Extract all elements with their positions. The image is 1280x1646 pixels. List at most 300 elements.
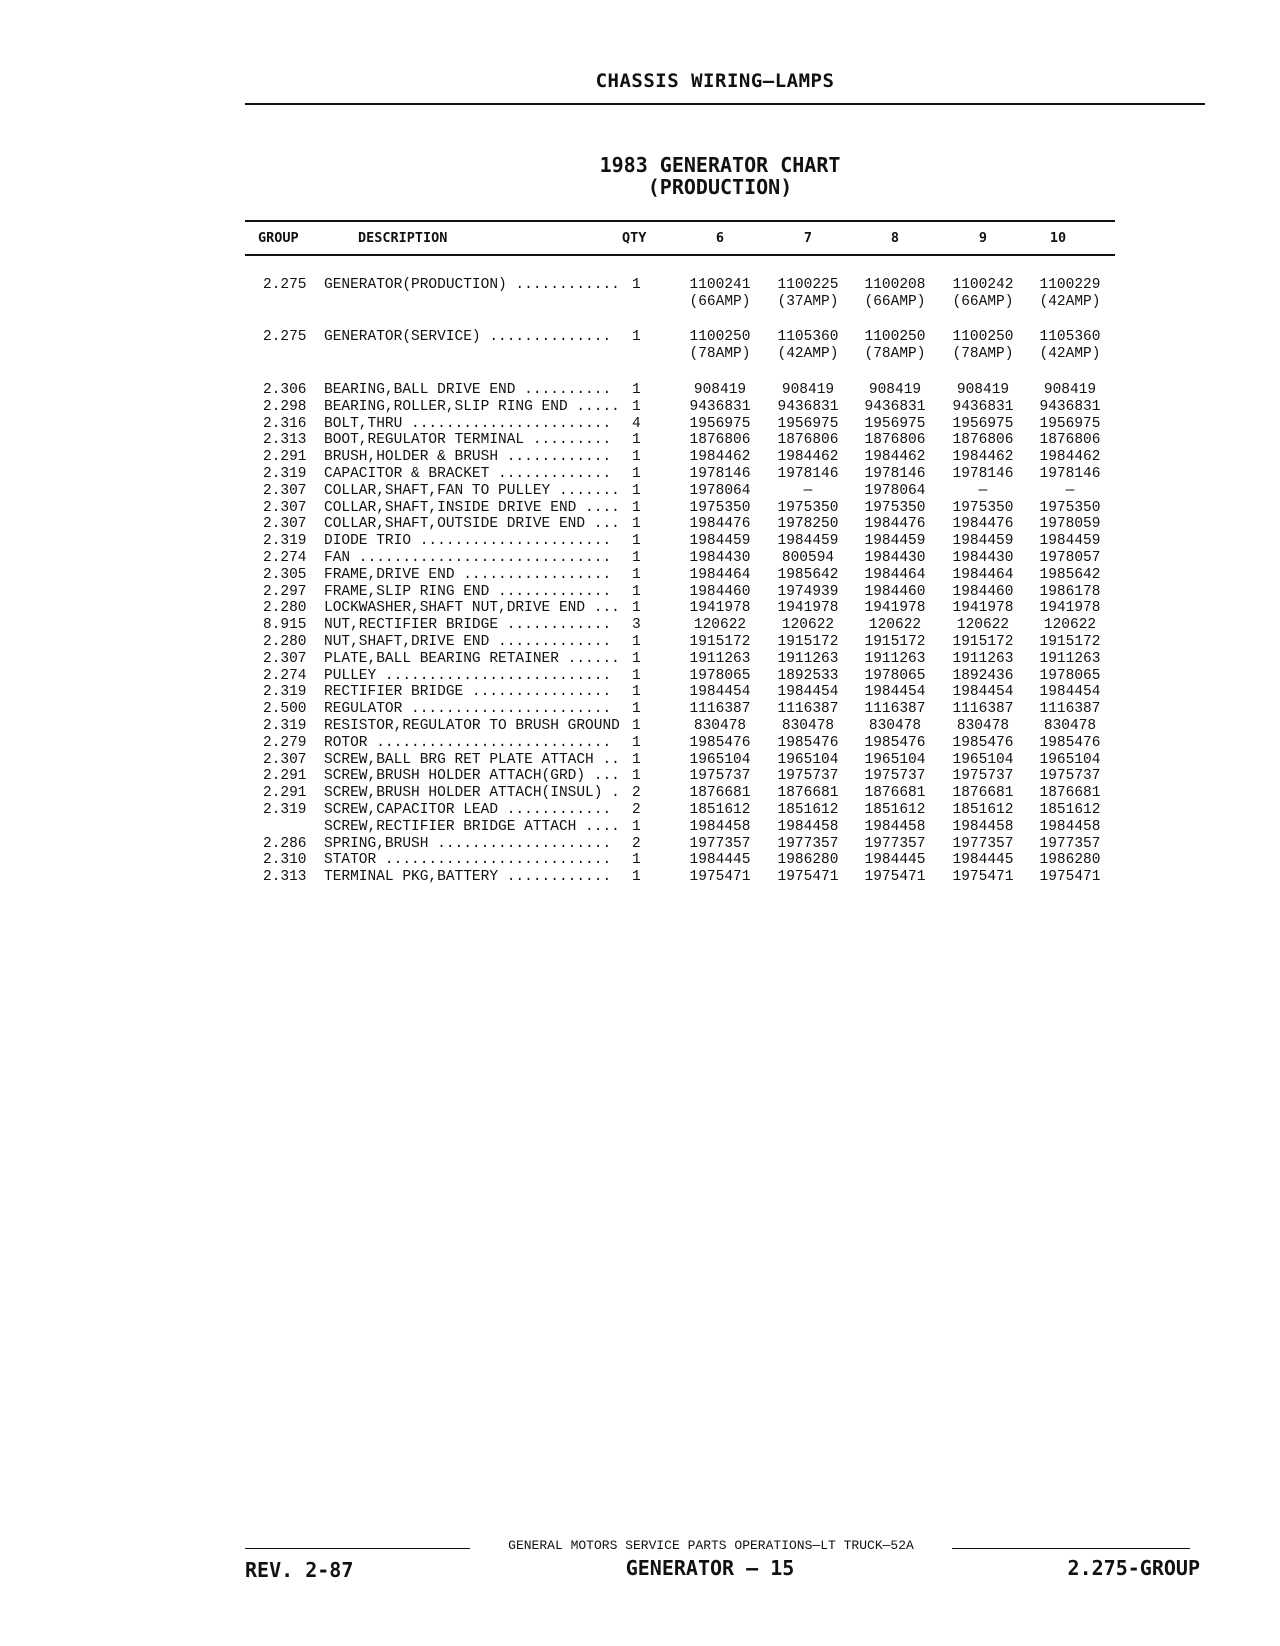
- table-row: [0, 752, 1280, 769]
- part-number-cell: 1984458: [952, 818, 1014, 835]
- group-cell: 2.319: [263, 533, 307, 550]
- part-number-cell: 1984445: [952, 852, 1014, 869]
- part-number-cell: 1876806: [1039, 432, 1101, 449]
- group-cell: 2.297: [263, 583, 307, 600]
- amp-rating-cell: (66AMP): [864, 294, 926, 310]
- table-row: [0, 516, 1280, 533]
- table-row: [0, 735, 1280, 752]
- part-number-cell: 1965104: [777, 751, 839, 768]
- part-number-cell: 830478: [956, 717, 1010, 734]
- part-number-cell: 1978146: [777, 465, 839, 482]
- description-cell: PLATE,BALL BEARING RETAINER ......: [324, 650, 620, 667]
- part-number-cell: —: [978, 482, 988, 499]
- qty-cell: 1: [632, 701, 641, 718]
- part-number-cell: 1984458: [689, 818, 751, 835]
- part-number-cell: 1851612: [952, 801, 1014, 818]
- part-number-cell: 1984460: [864, 583, 926, 600]
- table-row: [0, 852, 1280, 869]
- part-number-cell: 1876806: [777, 432, 839, 449]
- group-cell: 2.310: [263, 852, 307, 869]
- group-cell: 2.307: [263, 482, 307, 499]
- group-cell: 2.274: [263, 549, 307, 566]
- group-cell: 2.274: [263, 667, 307, 684]
- qty-cell: 1: [632, 465, 641, 482]
- part-number-cell: 1984476: [689, 516, 751, 533]
- part-number-cell: 1105360: [1039, 329, 1101, 345]
- part-number-cell: 1984462: [864, 449, 926, 466]
- part-number-cell: 1965104: [864, 751, 926, 768]
- footer-rule-right: [952, 1548, 1190, 1549]
- table-row: [0, 466, 1280, 483]
- table-row: [0, 617, 1280, 634]
- table-row: [0, 785, 1280, 802]
- part-number-cell: 1985642: [777, 566, 839, 583]
- qty-cell: 1: [632, 432, 641, 449]
- part-number-cell: 120622: [868, 617, 922, 634]
- part-number-cell: 1915172: [1039, 633, 1101, 650]
- amp-rating-cell: (42AMP): [1039, 294, 1101, 310]
- description-cell: RECTIFIER BRIDGE ................: [324, 684, 612, 701]
- part-number-cell: 1975471: [1039, 869, 1101, 886]
- footer-group: 2.275-GROUP: [1067, 1556, 1200, 1580]
- qty-cell: 1: [632, 734, 641, 751]
- group-cell: 2.313: [263, 869, 307, 886]
- part-number-cell: 830478: [1043, 717, 1097, 734]
- description-cell: TERMINAL PKG,BATTERY ............: [324, 869, 612, 886]
- table-row: [0, 449, 1280, 466]
- part-number-cell: 1978064: [864, 482, 926, 499]
- group-cell: 2.319: [263, 465, 307, 482]
- part-number-cell: 1985476: [1039, 734, 1101, 751]
- group-cell: 2.286: [263, 835, 307, 852]
- part-number-cell: 1941978: [777, 600, 839, 617]
- chart-title-line1: 1983 GENERATOR CHART: [599, 153, 841, 177]
- part-number-cell: 1978146: [1039, 465, 1101, 482]
- part-number-cell: 1975350: [952, 499, 1014, 516]
- part-number-cell: 830478: [868, 717, 922, 734]
- part-number-cell: 908419: [693, 382, 747, 398]
- part-number-cell: 1975737: [864, 768, 926, 785]
- qty-cell: 1: [632, 277, 641, 293]
- qty-cell: 1: [632, 549, 641, 566]
- qty-cell: 1: [632, 751, 641, 768]
- table-row: [0, 399, 1280, 416]
- description-cell: ROTOR ...........................: [324, 734, 612, 751]
- qty-cell: 1: [632, 329, 641, 345]
- part-number-cell: 1984445: [864, 852, 926, 869]
- part-number-cell: 1941978: [1039, 600, 1101, 617]
- table-row: [0, 550, 1280, 567]
- qty-cell: 3: [632, 617, 641, 634]
- qty-cell: 1: [632, 516, 641, 533]
- part-number-cell: 1911263: [864, 650, 926, 667]
- part-number-cell: 120622: [956, 617, 1010, 634]
- group-cell: 2.319: [263, 717, 307, 734]
- group-cell: 8.915: [263, 617, 307, 634]
- qty-cell: 1: [632, 633, 641, 650]
- qty-cell: 1: [632, 650, 641, 667]
- group-cell: 2.316: [263, 415, 307, 432]
- part-number-cell: 1977357: [952, 835, 1014, 852]
- description-cell: PULLEY ..........................: [324, 667, 612, 684]
- part-number-cell: 1984459: [689, 533, 751, 550]
- part-number-cell: 1116387: [1039, 701, 1101, 718]
- part-number-cell: 1851612: [1039, 801, 1101, 818]
- table-row: [0, 483, 1280, 500]
- part-number-cell: 1915172: [864, 633, 926, 650]
- part-number-cell: 1851612: [689, 801, 751, 818]
- table-row: [0, 768, 1280, 785]
- group-cell: 2.313: [263, 432, 307, 449]
- part-number-cell: 1974939: [777, 583, 839, 600]
- part-number-cell: 1984476: [952, 516, 1014, 533]
- qty-cell: 1: [632, 717, 641, 734]
- part-number-cell: 1984462: [952, 449, 1014, 466]
- part-number-cell: 1978146: [689, 465, 751, 482]
- part-number-cell: 1975471: [864, 869, 926, 886]
- group-cell: 2.298: [263, 398, 307, 415]
- generator-row-production: [0, 277, 1280, 313]
- qty-cell: 2: [632, 801, 641, 818]
- part-number-cell: 9436831: [864, 398, 926, 415]
- part-number-cell: 1915172: [952, 633, 1014, 650]
- part-number-cell: 1984458: [864, 818, 926, 835]
- table-row: [0, 432, 1280, 449]
- part-number-cell: 908419: [1043, 382, 1097, 398]
- part-number-cell: 1986280: [1039, 852, 1101, 869]
- description-cell: NUT,SHAFT,DRIVE END .............: [324, 633, 612, 650]
- group-cell: 2.291: [263, 785, 307, 802]
- part-number-cell: 1975737: [777, 768, 839, 785]
- part-number-cell: 9436831: [689, 398, 751, 415]
- amp-rating-cell: (78AMP): [864, 346, 926, 362]
- qty-cell: 1: [632, 600, 641, 617]
- part-number-cell: 1965104: [952, 751, 1014, 768]
- qty-cell: 1: [632, 684, 641, 701]
- chart-title: [520, 154, 920, 198]
- footer-page-number: GENERATOR — 15: [625, 1556, 795, 1580]
- description-cell: GENERATOR(PRODUCTION) ............: [324, 277, 620, 293]
- table-rule-header-bottom: [245, 254, 1115, 256]
- description-cell: BOOT,REGULATOR TERMINAL .........: [324, 432, 612, 449]
- table-row: [0, 382, 1280, 399]
- description-cell: SCREW,BRUSH HOLDER ATTACH(INSUL) .: [324, 785, 620, 802]
- part-number-cell: 1985476: [864, 734, 926, 751]
- part-number-cell: 1876681: [1039, 785, 1101, 802]
- group-cell: 2.319: [263, 684, 307, 701]
- part-number-cell: 1851612: [864, 801, 926, 818]
- part-number-cell: 1876806: [689, 432, 751, 449]
- description-cell: SPRING,BRUSH ....................: [324, 835, 612, 852]
- qty-cell: 1: [632, 398, 641, 415]
- group-cell: 2.275: [263, 329, 307, 345]
- part-number-cell: 1116387: [777, 701, 839, 718]
- part-number-cell: 1116387: [952, 701, 1014, 718]
- part-number-cell: 1978065: [689, 667, 751, 684]
- table-row: [0, 668, 1280, 685]
- part-number-cell: 1941978: [689, 600, 751, 617]
- qty-cell: 1: [632, 499, 641, 516]
- part-number-cell: 1985476: [689, 734, 751, 751]
- part-number-cell: 1915172: [689, 633, 751, 650]
- part-number-cell: 1876806: [952, 432, 1014, 449]
- col-head-8: 8: [890, 230, 900, 246]
- qty-cell: 1: [632, 566, 641, 583]
- part-number-cell: 1100208: [864, 277, 926, 293]
- col-head-qty: QTY: [622, 230, 647, 246]
- qty-cell: 2: [632, 835, 641, 852]
- part-number-cell: 1984430: [952, 549, 1014, 566]
- footer-rule-left: [245, 1548, 470, 1549]
- part-number-cell: 1956975: [777, 415, 839, 432]
- part-number-cell: 1984454: [689, 684, 751, 701]
- amp-rating-cell: (66AMP): [689, 294, 751, 310]
- part-number-cell: 1892533: [777, 667, 839, 684]
- part-number-cell: 1876681: [952, 785, 1014, 802]
- part-number-cell: 1100225: [777, 277, 839, 293]
- part-number-cell: 1984458: [777, 818, 839, 835]
- part-number-cell: 830478: [781, 717, 835, 734]
- table-row: [0, 684, 1280, 701]
- group-cell: 2.291: [263, 768, 307, 785]
- part-number-cell: 1956975: [952, 415, 1014, 432]
- part-number-cell: 1941978: [864, 600, 926, 617]
- table-row: [0, 869, 1280, 886]
- part-number-cell: 1965104: [689, 751, 751, 768]
- part-number-cell: 1984454: [864, 684, 926, 701]
- group-cell: 2.307: [263, 650, 307, 667]
- part-number-cell: 1100241: [689, 277, 751, 293]
- table-row: [0, 567, 1280, 584]
- group-cell: 2.319: [263, 801, 307, 818]
- part-number-cell: 1975471: [689, 869, 751, 886]
- part-number-cell: 1911263: [777, 650, 839, 667]
- part-number-cell: 1984430: [864, 549, 926, 566]
- part-number-cell: 1978250: [777, 516, 839, 533]
- part-number-cell: 1984462: [689, 449, 751, 466]
- group-cell: 2.305: [263, 566, 307, 583]
- part-number-cell: 1984476: [864, 516, 926, 533]
- group-cell: 2.307: [263, 516, 307, 533]
- qty-cell: 1: [632, 533, 641, 550]
- part-number-cell: 1915172: [777, 633, 839, 650]
- description-cell: SCREW,CAPACITOR LEAD ............: [324, 801, 612, 818]
- table-row: [0, 651, 1280, 668]
- part-number-cell: 1941978: [952, 600, 1014, 617]
- description-cell: BOLT,THRU .......................: [324, 415, 612, 432]
- table-row: [0, 533, 1280, 550]
- part-number-cell: 830478: [693, 717, 747, 734]
- footer-publisher: GENERAL MOTORS SERVICE PARTS OPERATIONS—LT TRUCK—52A: [508, 1538, 914, 1553]
- part-number-cell: 1978146: [864, 465, 926, 482]
- part-number-cell: 1986280: [777, 852, 839, 869]
- part-number-cell: 1978065: [864, 667, 926, 684]
- col-head-7: 7: [803, 230, 813, 246]
- description-cell: BRUSH,HOLDER & BRUSH ............: [324, 449, 612, 466]
- description-cell: RESISTOR,REGULATOR TO BRUSH GROUND: [324, 717, 620, 734]
- part-number-cell: 1978065: [1039, 667, 1101, 684]
- part-number-cell: 1975350: [1039, 499, 1101, 516]
- part-number-cell: 1984462: [1039, 449, 1101, 466]
- part-number-cell: 1978059: [1039, 516, 1101, 533]
- group-cell: 2.306: [263, 382, 307, 398]
- table-row: [0, 600, 1280, 617]
- table-row: [0, 584, 1280, 601]
- part-number-cell: 1984460: [952, 583, 1014, 600]
- part-number-cell: 1984464: [689, 566, 751, 583]
- part-number-cell: 1956975: [1039, 415, 1101, 432]
- table-row: [0, 701, 1280, 718]
- table-row: [0, 416, 1280, 433]
- description-cell: BEARING,ROLLER,SLIP RING END .....: [324, 398, 620, 415]
- col-head-group: GROUP: [258, 230, 299, 246]
- part-number-cell: 1100250: [689, 329, 751, 345]
- part-number-cell: 908419: [781, 382, 835, 398]
- part-number-cell: 1100250: [952, 329, 1014, 345]
- table-rule-top: [245, 220, 1115, 222]
- description-cell: SCREW,BALL BRG RET PLATE ATTACH ..: [324, 751, 620, 768]
- part-number-cell: 1986178: [1039, 583, 1101, 600]
- part-number-cell: 1975350: [777, 499, 839, 516]
- part-number-cell: —: [803, 482, 813, 499]
- table-row: [0, 836, 1280, 853]
- group-cell: 2.279: [263, 734, 307, 751]
- part-number-cell: 1975350: [864, 499, 926, 516]
- group-cell: 2.291: [263, 449, 307, 466]
- part-number-cell: 1911263: [1039, 650, 1101, 667]
- col-head-9: 9: [978, 230, 988, 246]
- part-number-cell: 1851612: [777, 801, 839, 818]
- part-number-cell: 1984458: [1039, 818, 1101, 835]
- part-number-cell: 1876681: [689, 785, 751, 802]
- part-number-cell: 1965104: [1039, 751, 1101, 768]
- description-cell: STATOR ..........................: [324, 852, 612, 869]
- part-number-cell: 1975471: [952, 869, 1014, 886]
- part-number-cell: 1876681: [777, 785, 839, 802]
- description-cell: NUT,RECTIFIER BRIDGE ............: [324, 617, 612, 634]
- qty-cell: 1: [632, 818, 641, 835]
- group-cell: 2.280: [263, 633, 307, 650]
- part-number-cell: 1977357: [689, 835, 751, 852]
- part-number-cell: 908419: [868, 382, 922, 398]
- footer-revision: REV. 2-87: [245, 1558, 354, 1582]
- table-row: [0, 718, 1280, 735]
- part-number-cell: 1956975: [689, 415, 751, 432]
- part-number-cell: 120622: [781, 617, 835, 634]
- table-row: [0, 802, 1280, 819]
- qty-cell: 1: [632, 869, 641, 886]
- description-cell: LOCKWASHER,SHAFT NUT,DRIVE END ...: [324, 600, 620, 617]
- description-cell: BEARING,BALL DRIVE END ..........: [324, 382, 612, 398]
- part-number-cell: 1956975: [864, 415, 926, 432]
- generator-row-service: [0, 329, 1280, 365]
- part-number-cell: 1978057: [1039, 549, 1101, 566]
- part-number-cell: 120622: [1043, 617, 1097, 634]
- qty-cell: 2: [632, 785, 641, 802]
- description-cell: FRAME,SLIP RING END .............: [324, 583, 612, 600]
- description-cell: CAPACITOR & BRACKET .............: [324, 465, 612, 482]
- amp-rating-cell: (42AMP): [777, 346, 839, 362]
- part-number-cell: 1911263: [689, 650, 751, 667]
- group-cell: 2.280: [263, 600, 307, 617]
- part-number-cell: 800594: [781, 549, 835, 566]
- group-cell: 2.275: [263, 277, 307, 293]
- parts-table-body: [0, 382, 1280, 886]
- part-number-cell: 1985476: [777, 734, 839, 751]
- part-number-cell: 1984430: [689, 549, 751, 566]
- part-number-cell: 1984454: [952, 684, 1014, 701]
- part-number-cell: 1984459: [952, 533, 1014, 550]
- part-number-cell: 120622: [693, 617, 747, 634]
- part-number-cell: 9436831: [777, 398, 839, 415]
- part-number-cell: 9436831: [952, 398, 1014, 415]
- description-cell: DIODE TRIO ......................: [324, 533, 612, 550]
- description-cell: COLLAR,SHAFT,INSIDE DRIVE END ....: [324, 499, 620, 516]
- amp-rating-cell: (42AMP): [1039, 346, 1101, 362]
- col-head-description: DESCRIPTION: [358, 230, 448, 246]
- amp-rating-cell: (66AMP): [952, 294, 1014, 310]
- chart-title-line2: (PRODUCTION): [647, 175, 793, 199]
- part-number-cell: 1911263: [952, 650, 1014, 667]
- qty-cell: 1: [632, 768, 641, 785]
- part-number-cell: 1984445: [689, 852, 751, 869]
- part-number-cell: 1984454: [1039, 684, 1101, 701]
- part-number-cell: 1984462: [777, 449, 839, 466]
- part-number-cell: 1975737: [952, 768, 1014, 785]
- description-cell: SCREW,RECTIFIER BRIDGE ATTACH ....: [324, 818, 620, 835]
- part-number-cell: 1984464: [864, 566, 926, 583]
- table-row: [0, 819, 1280, 836]
- part-number-cell: 9436831: [1039, 398, 1101, 415]
- description-cell: SCREW,BRUSH HOLDER ATTACH(GRD) ...: [324, 768, 620, 785]
- header-rule: [245, 103, 1205, 105]
- table-row: [0, 500, 1280, 517]
- qty-cell: 1: [632, 583, 641, 600]
- part-number-cell: 1100250: [864, 329, 926, 345]
- part-number-cell: —: [1065, 482, 1075, 499]
- part-number-cell: 1116387: [864, 701, 926, 718]
- description-cell: FRAME,DRIVE END .................: [324, 566, 612, 583]
- qty-cell: 1: [632, 667, 641, 684]
- group-cell: 2.500: [263, 701, 307, 718]
- col-head-10: 10: [1049, 230, 1067, 246]
- part-number-cell: 908419: [956, 382, 1010, 398]
- description-cell: COLLAR,SHAFT,OUTSIDE DRIVE END ...: [324, 516, 620, 533]
- part-number-cell: 1978146: [952, 465, 1014, 482]
- part-number-cell: 1100242: [952, 277, 1014, 293]
- part-number-cell: 1100229: [1039, 277, 1101, 293]
- part-number-cell: 1977357: [864, 835, 926, 852]
- group-cell: 2.307: [263, 499, 307, 516]
- section-title: CHASSIS WIRING—LAMPS: [595, 70, 835, 92]
- part-number-cell: 1105360: [777, 329, 839, 345]
- part-number-cell: 1876806: [864, 432, 926, 449]
- description-cell: COLLAR,SHAFT,FAN TO PULLEY .......: [324, 482, 620, 499]
- part-number-cell: 1977357: [777, 835, 839, 852]
- part-number-cell: 1984459: [864, 533, 926, 550]
- qty-cell: 1: [632, 852, 641, 869]
- part-number-cell: 1892436: [952, 667, 1014, 684]
- part-number-cell: 1975737: [689, 768, 751, 785]
- part-number-cell: 1984459: [777, 533, 839, 550]
- col-head-6: 6: [715, 230, 725, 246]
- amp-rating-cell: (78AMP): [952, 346, 1014, 362]
- qty-cell: 4: [632, 415, 641, 432]
- part-number-cell: 1984454: [777, 684, 839, 701]
- part-number-cell: 1985476: [952, 734, 1014, 751]
- group-cell: 2.307: [263, 751, 307, 768]
- part-number-cell: 1116387: [689, 701, 751, 718]
